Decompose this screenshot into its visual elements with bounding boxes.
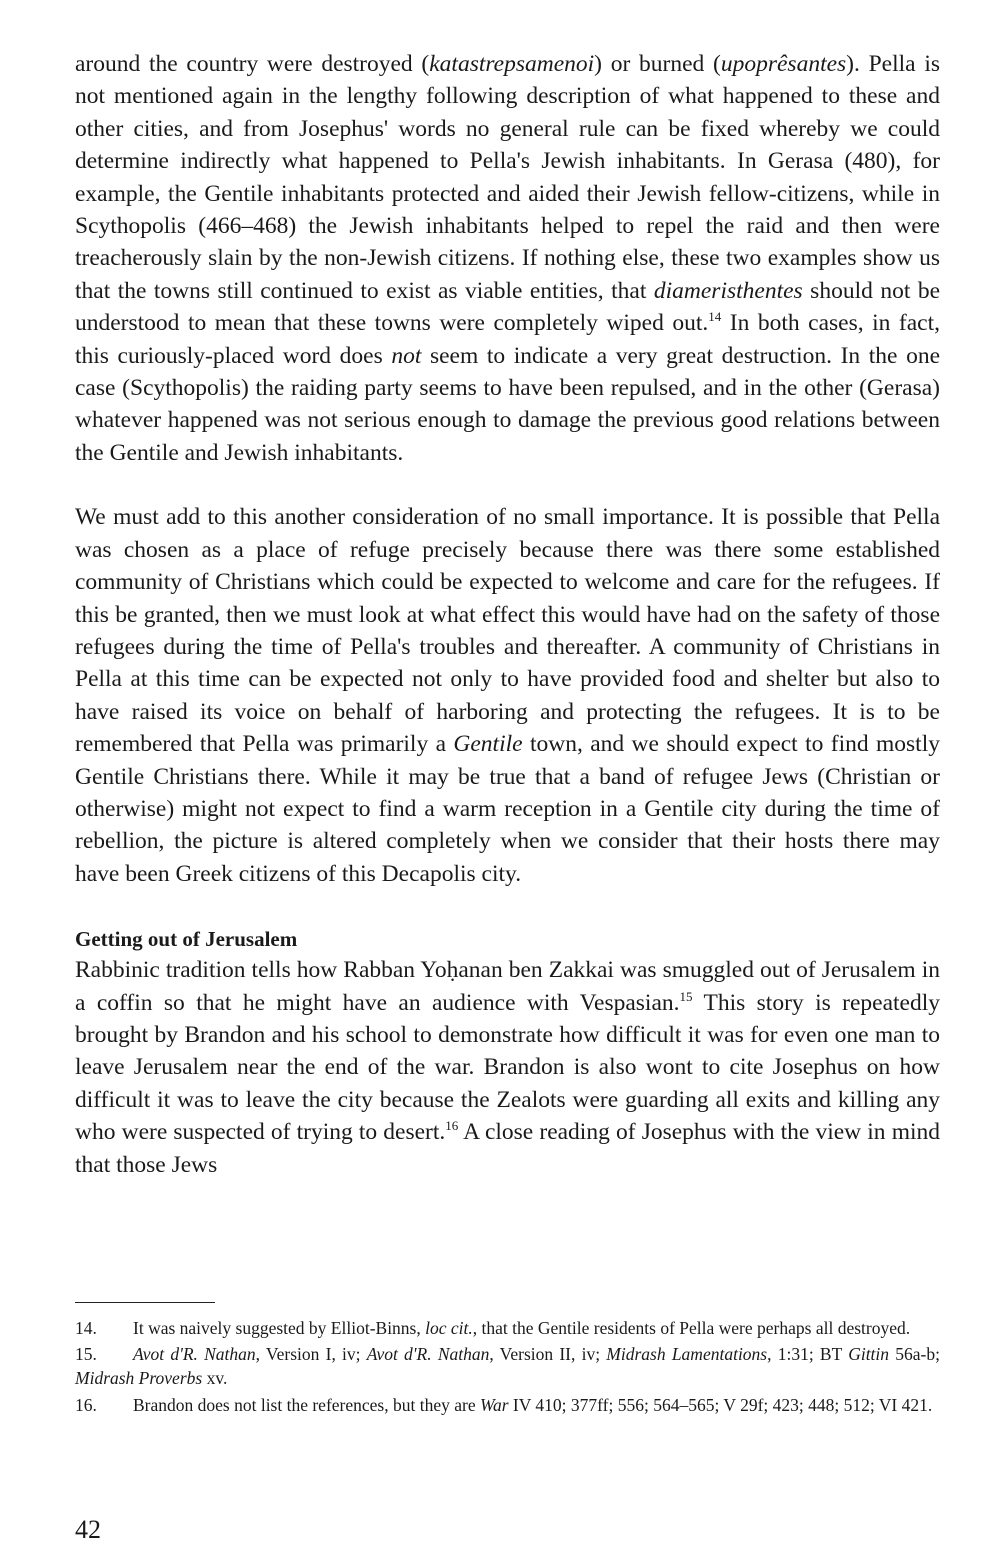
- section-heading: Getting out of Jerusalem: [75, 927, 298, 952]
- footnote-ref-16: 16: [445, 1118, 459, 1134]
- footnote-16: 16. Brandon does not list the references, but they are War IV 410; 377ff; 556; 564–565; V 29f; 423; 448; 512; VI 421.: [75, 1394, 933, 1415]
- footnote-divider: [75, 1302, 215, 1303]
- footnotes: [75, 1316, 940, 1419]
- paragraph-2: We must add to this another consideration of no small importance. It is possible that Pella was chosen as a place of refuge precisely because there was there some established community of Christians which could be expected to welcome and care for the refugees. If this be granted, then we must look at what effect this would have had on the safety of those refugees during the time of Pella's troubles and thereafter. A community of Christians in Pella at this time can be expected not only to have provided food and shelter but also to have raised its voice on behalf of harboring and protecting the refugees. It is to be remembered that Pella was primarily a Gentile town, and we should expect to find mostly Gentile Christians there. While it may be true that a band of refugee Jews (Christian or otherwise) might not expect to find a warm reception in a Gentile city during the time of rebellion, the picture is altered completely when we consider that their hosts there may have been Greek citizens of this Decapolis city.: [75, 504, 940, 887]
- footnote-ref-15: 15: [679, 988, 693, 1004]
- page-number: 42: [75, 1515, 101, 1544]
- main-text: [75, 48, 940, 1181]
- paragraph-1: around the country were destroyed (katastrepsamenoi) or burned (upoprêsantes). Pella is not mentioned again in the lengthy following description of what happened to these and other cities, and from Josephus' words no general rule can be fixed whereby we could determine indirectly what happened to Pella's Jewish inhabitants. In Gerasa (480), for example, the Gentile inhabitants protected and aided their Jewish fellow-citizens, while in Scythopolis (466–468) the Jewish inhabitants helped to repel the raid and then were treacherously slain by the non-Jewish citizens. If nothing else, these two examples show us that the towns still continued to exist as viable entities, that diameristhentes should not be understood to mean that these towns were completely wiped out.$^{14}$ In both cases, in fact, this curiously-placed word does not seem to indicate a very great destruction. In the one case (Scythopolis) the raiding party seems to have been repulsed, and in the other (Gerasa) whatever happened was not serious enough to damage the previous good relations between the Gentile and Jewish inhabitants.: [75, 51, 941, 466]
- footnote-ref-14: 14: [708, 309, 722, 325]
- footnote-14: 14. It was naively suggested by Elliot-Binns, loc cit., that the Gentile residents of Pella were perhaps all destroyed.: [75, 1318, 911, 1338]
- footnote-15: 15. Avot d'R. Nathan, Version I, iv; Avot d'R. Nathan, Version II, iv; Midrash Lamentations, 1:31; BT Gittin 56a-b; Midrash Proverbs xv.: [75, 1344, 940, 1389]
- paragraph-3: Rabbinic tradition tells how Rabban Yoḥanan ben Zakkai was smuggled out of Jerusalem in a coffin so that he might have an audience with Vespasian.$^{15}$ This story is repeatedly brought by Brandon and his school to demonstrate how difficult it was for even one man to leave Jerusalem near the end of the war. Brandon is also wont to cite Josephus on how difficult it was to leave the city because the Zealots were guarding all exits and killing any who were suspected of trying to desert.$^{16}$ A close reading of Josephus with the view in mind that those Jews: [75, 957, 941, 1178]
